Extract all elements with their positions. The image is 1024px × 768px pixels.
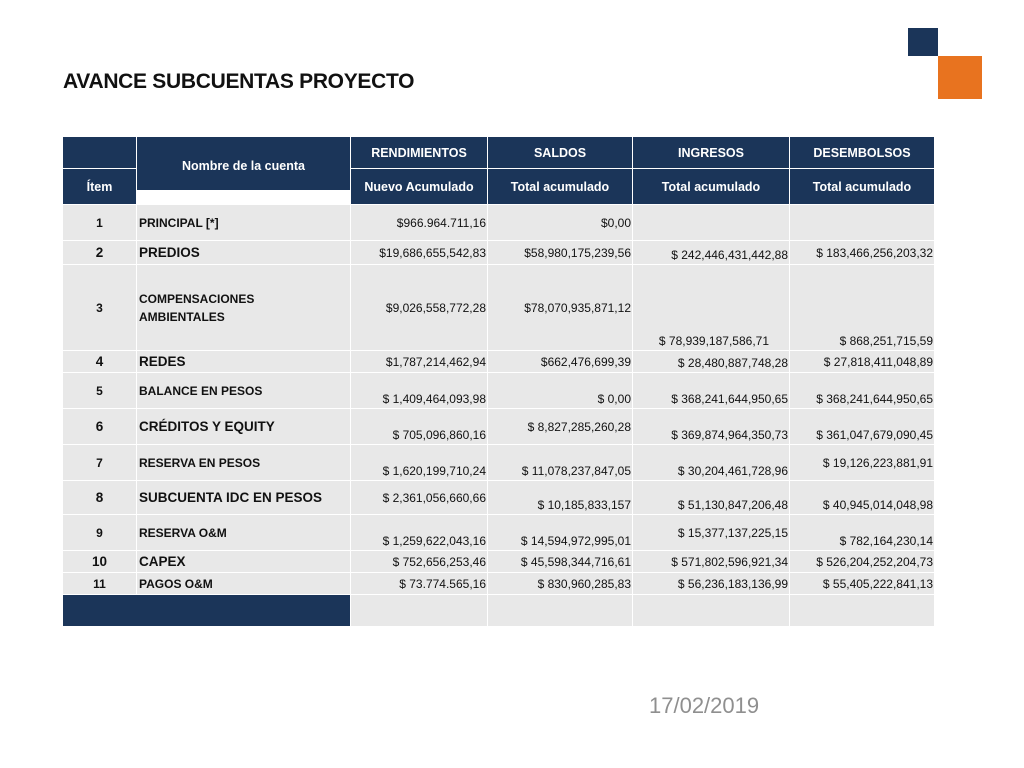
- row-desembolsos: $ 361,047,679,090,45: [790, 409, 935, 445]
- header-account-name: Nombre de la cuenta: [137, 155, 351, 191]
- table-row: [63, 265, 935, 351]
- decorative-navy-square: [908, 28, 938, 56]
- row-item: 6: [63, 409, 137, 445]
- subaccounts-table: [62, 136, 935, 627]
- row-saldos: $78,070,935,871,12: [488, 265, 633, 351]
- row-item: 10: [63, 551, 137, 573]
- header-item: Ítem: [63, 169, 137, 205]
- table-row: [63, 409, 935, 445]
- header-sub-rendimientos: Nuevo Acumulado: [351, 169, 488, 205]
- header-sub-desembolsos: Total acumulado: [790, 169, 935, 205]
- footer-navy-cell: [63, 595, 351, 627]
- row-ingresos: $ 30,204,461,728,96: [633, 445, 790, 481]
- row-account-name: CAPEX: [137, 551, 351, 573]
- row-saldos: $58,980,175,239,56: [488, 241, 633, 265]
- row-rendimientos: $1,787,214,462,94: [351, 351, 488, 373]
- header-desembolsos: DESEMBOLSOS: [790, 137, 935, 169]
- row-rendimientos: $ 2,361,056,660,66: [351, 481, 488, 515]
- row-ingresos: $ 15,377,137,225,15: [633, 515, 790, 551]
- row-desembolsos: $ 55,405,222,841,13: [790, 573, 935, 595]
- slide-date: 17/02/2019: [649, 693, 760, 718]
- row-account-name: PRINCIPAL [*]: [137, 205, 351, 241]
- header-saldos: SALDOS: [488, 137, 633, 169]
- row-item: 8: [63, 481, 137, 515]
- table-row: [63, 373, 935, 409]
- row-desembolsos: $ 183,466,256,203,32: [790, 241, 935, 265]
- row-account-name: PAGOS O&M: [137, 573, 351, 595]
- row-account-name: RESERVA EN PESOS: [137, 445, 351, 481]
- row-ingresos: $ 28,480,887,748,28: [633, 351, 790, 373]
- header-rendimientos: RENDIMIENTOS: [351, 137, 488, 169]
- row-account-name: RESERVA O&M: [137, 515, 351, 551]
- row-desembolsos: [790, 205, 935, 241]
- row-item: 5: [63, 373, 137, 409]
- table-row: [63, 551, 935, 573]
- footer-cell: [633, 595, 790, 627]
- row-saldos: $662,476,699,39: [488, 351, 633, 373]
- table-row: [63, 573, 935, 595]
- row-item: 2: [63, 241, 137, 265]
- row-rendimientos: $ 752,656,253,46: [351, 551, 488, 573]
- row-saldos: $ 8,827,285,260,28: [488, 409, 633, 445]
- row-saldos: $ 45,598,344,716,61: [488, 551, 633, 573]
- row-ingresos: $ 78,939,187,586,71: [633, 265, 790, 351]
- row-item: 4: [63, 351, 137, 373]
- row-desembolsos: $ 27,818,411,048,89: [790, 351, 935, 373]
- table-footer-row: [63, 595, 935, 627]
- table-row: [63, 445, 935, 481]
- row-account-name: BALANCE EN PESOS: [137, 373, 351, 409]
- table-row: [63, 241, 935, 265]
- row-saldos: $ 830,960,285,83: [488, 573, 633, 595]
- row-saldos: $ 0,00: [488, 373, 633, 409]
- row-rendimientos: $ 73.774.565,16: [351, 573, 488, 595]
- decorative-orange-square: [938, 56, 982, 99]
- row-item: 1: [63, 205, 137, 241]
- row-rendimientos: $ 705,096,860,16: [351, 409, 488, 445]
- row-desembolsos: $ 40,945,014,048,98: [790, 481, 935, 515]
- header-sub-saldos: Total acumulado: [488, 169, 633, 205]
- row-item: 3: [63, 265, 137, 351]
- row-desembolsos: $ 19,126,223,881,91: [790, 445, 935, 481]
- table-row: [63, 481, 935, 515]
- row-desembolsos: $ 782,164,230,14: [790, 515, 935, 551]
- row-ingresos: $ 242,446,431,442,88: [633, 241, 790, 265]
- row-rendimientos: $19,686,655,542,83: [351, 241, 488, 265]
- row-item: 11: [63, 573, 137, 595]
- footer-cell: [351, 595, 488, 627]
- row-saldos: $ 10,185,833,157: [488, 481, 633, 515]
- row-desembolsos: $ 368,241,644,950,65: [790, 373, 935, 409]
- row-ingresos: $ 368,241,644,950,65: [633, 373, 790, 409]
- table-row: [63, 515, 935, 551]
- row-account-name: PREDIOS: [137, 241, 351, 265]
- row-ingresos: $ 369,874,964,350,73: [633, 409, 790, 445]
- row-rendimientos: $9,026,558,772,28: [351, 265, 488, 351]
- row-rendimientos: $ 1,620,199,710,24: [351, 445, 488, 481]
- row-saldos: $ 14,594,972,995,01: [488, 515, 633, 551]
- footer-cell: [790, 595, 935, 627]
- row-rendimientos: $ 1,409,464,093,98: [351, 373, 488, 409]
- row-ingresos: [633, 205, 790, 241]
- row-saldos: $0,00: [488, 205, 633, 241]
- row-ingresos: $ 571,802,596,921,34: [633, 551, 790, 573]
- table-row: [63, 205, 935, 241]
- row-ingresos: $ 56,236,183,136,99: [633, 573, 790, 595]
- header-row-sub: [63, 169, 935, 205]
- row-account-name: CRÉDITOS Y EQUITY: [137, 409, 351, 445]
- row-item: 7: [63, 445, 137, 481]
- header-ingresos: INGRESOS: [633, 137, 790, 169]
- row-desembolsos: $ 526,204,252,204,73: [790, 551, 935, 573]
- row-item: 9: [63, 515, 137, 551]
- row-saldos: $ 11,078,237,847,05: [488, 445, 633, 481]
- row-desembolsos: $ 868,251,715,59: [790, 265, 935, 351]
- row-account-name: SUBCUENTA IDC EN PESOS: [137, 481, 351, 515]
- header-sub-ingresos: Total acumulado: [633, 169, 790, 205]
- header-blank-item: [63, 137, 137, 169]
- footer-cell: [488, 595, 633, 627]
- row-rendimientos: $966.964.711,16: [351, 205, 488, 241]
- row-account-name: COMPENSACIONES AMBIENTALES: [137, 265, 351, 351]
- row-ingresos: $ 51,130,847,206,48: [633, 481, 790, 515]
- row-rendimientos: $ 1,259,622,043,16: [351, 515, 488, 551]
- slide-title: AVANCE SUBCUENTAS PROYECTO: [63, 70, 415, 93]
- row-account-name: REDES: [137, 351, 351, 373]
- table-row: [63, 351, 935, 373]
